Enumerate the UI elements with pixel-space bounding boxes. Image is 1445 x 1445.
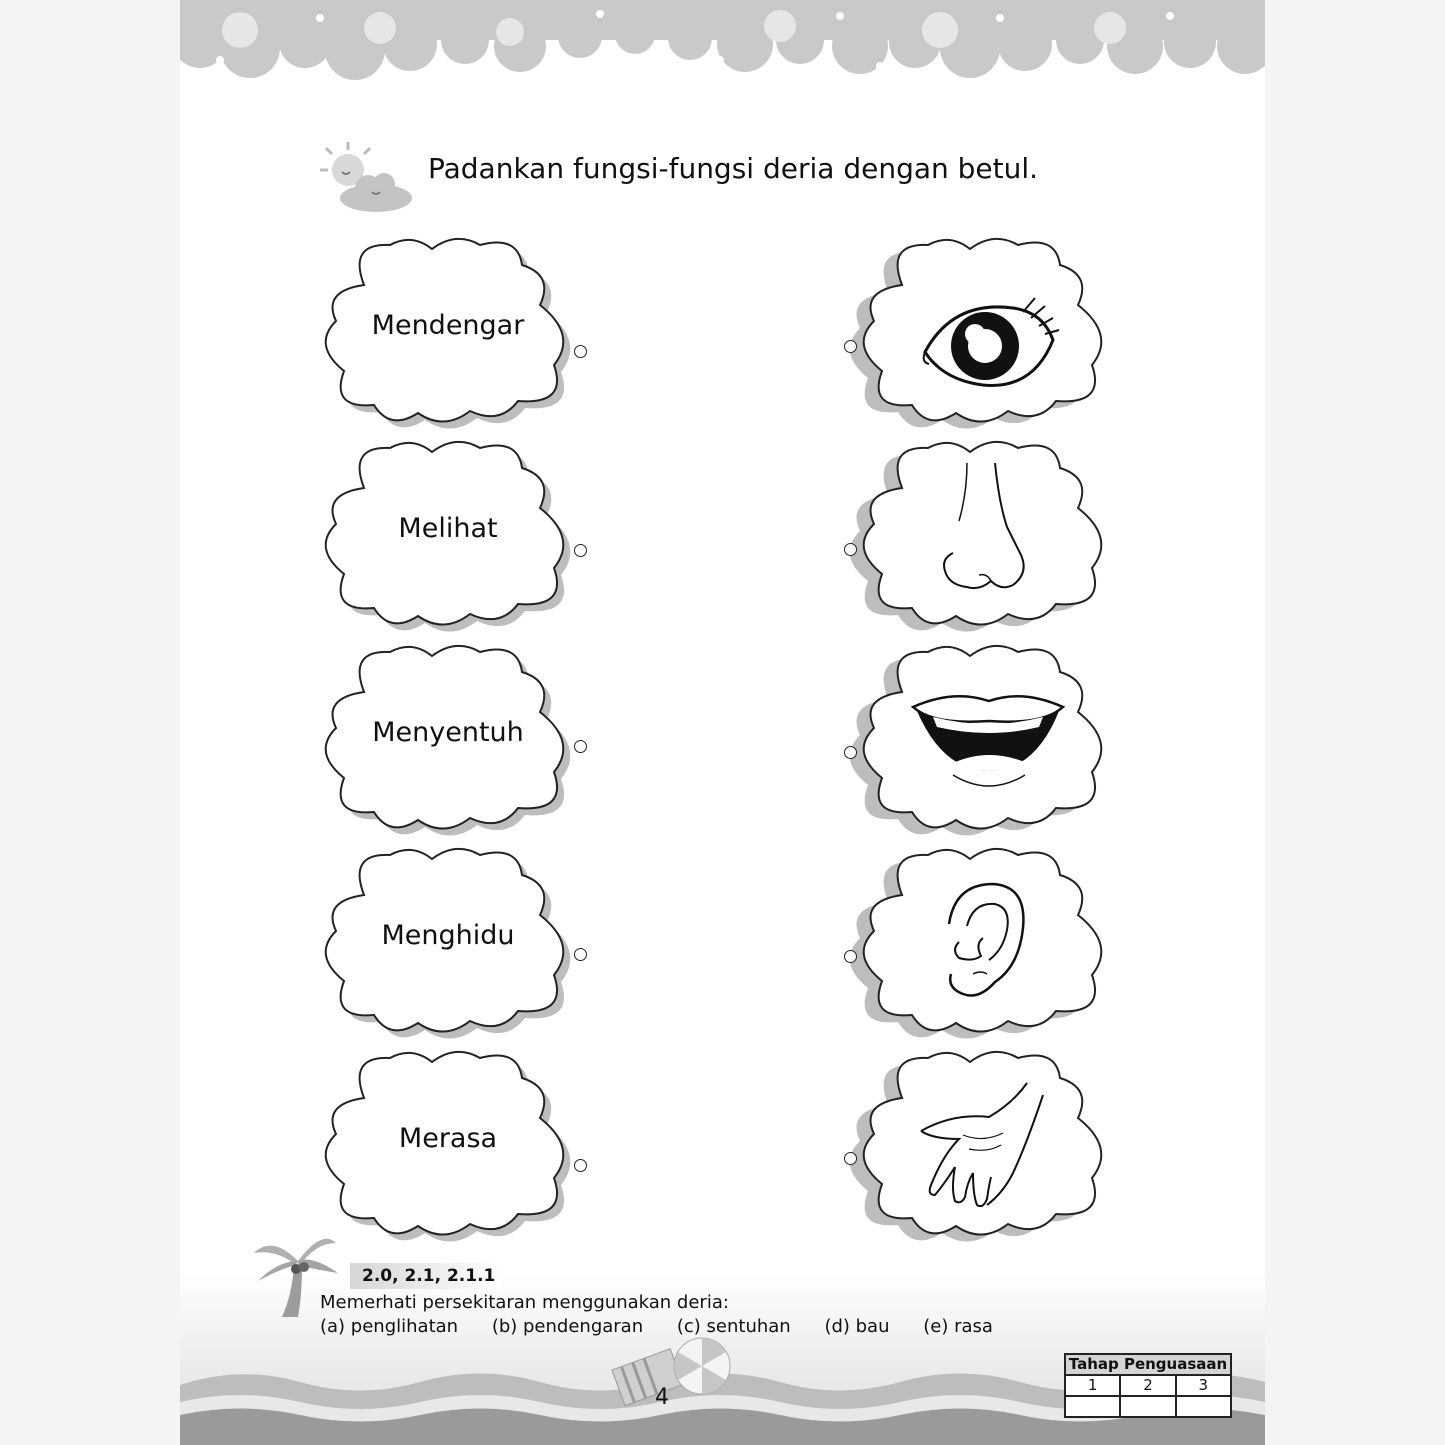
nose-icon bbox=[903, 463, 1073, 603]
sense-option: (e) rasa bbox=[923, 1316, 993, 1337]
sense-option: (b) pendengaran bbox=[491, 1316, 644, 1337]
mastery-level-row bbox=[1066, 1376, 1230, 1397]
sense-option: (c) sentuhan bbox=[676, 1316, 791, 1337]
organ-cloud-ear bbox=[848, 845, 1123, 1045]
sense-option: (a) penglihatan bbox=[320, 1316, 459, 1337]
function-label: Menghidu bbox=[381, 919, 515, 951]
match-dot-left[interactable] bbox=[574, 948, 587, 961]
ear-icon bbox=[903, 870, 1073, 1010]
organ-cloud-hand bbox=[848, 1048, 1123, 1248]
match-dot-left[interactable] bbox=[574, 345, 587, 358]
function-cloud-mendengar bbox=[318, 235, 593, 435]
match-dot-right[interactable] bbox=[844, 543, 857, 556]
mastery-level-table bbox=[1064, 1353, 1232, 1418]
mastery-check-2[interactable] bbox=[1121, 1397, 1176, 1416]
match-dot-left[interactable] bbox=[574, 544, 587, 557]
hand-icon bbox=[903, 1073, 1073, 1213]
match-dot-right[interactable] bbox=[844, 1152, 857, 1165]
flower-border-top bbox=[180, 0, 1265, 95]
sun-cloud-icon bbox=[318, 140, 418, 215]
match-dot-right[interactable] bbox=[844, 746, 857, 759]
match-dot-right[interactable] bbox=[844, 340, 857, 353]
sense-option: (d) bau bbox=[824, 1316, 890, 1337]
mastery-check-1[interactable] bbox=[1066, 1397, 1121, 1416]
mouth-icon bbox=[903, 667, 1073, 807]
function-cloud-menyentuh bbox=[318, 642, 593, 842]
worksheet-page bbox=[180, 0, 1265, 1445]
mastery-check-row bbox=[1066, 1397, 1230, 1416]
organ-cloud-nose bbox=[848, 438, 1123, 638]
mastery-level-1: 1 bbox=[1066, 1376, 1121, 1395]
function-label: Menyentuh bbox=[372, 716, 524, 748]
instruction-text: Padankan fungsi-fungsi deria dengan betul. bbox=[428, 152, 1039, 185]
mastery-level-2: 2 bbox=[1121, 1376, 1176, 1395]
match-dot-right[interactable] bbox=[844, 950, 857, 963]
eye-icon bbox=[903, 260, 1073, 400]
curriculum-codes: 2.0, 2.1, 2.1.1 bbox=[350, 1263, 502, 1289]
function-cloud-merasa bbox=[318, 1048, 593, 1248]
organ-cloud-eye bbox=[848, 235, 1123, 435]
page-number: 4 bbox=[655, 1385, 669, 1410]
match-dot-left[interactable] bbox=[574, 1159, 587, 1172]
function-label: Merasa bbox=[398, 1122, 498, 1154]
organ-cloud-mouth bbox=[848, 642, 1123, 842]
mastery-check-3[interactable] bbox=[1177, 1397, 1230, 1416]
function-label: Mendengar bbox=[371, 309, 525, 341]
function-cloud-menghidu bbox=[318, 845, 593, 1045]
learning-objective: Memerhati persekitaran menggunakan deria: bbox=[320, 1292, 729, 1313]
sense-options bbox=[320, 1316, 1021, 1337]
mastery-level-3: 3 bbox=[1198, 1376, 1209, 1394]
function-cloud-melihat bbox=[318, 438, 593, 638]
mastery-title: Tahap Penguasaan bbox=[1066, 1355, 1230, 1376]
match-dot-left[interactable] bbox=[574, 740, 587, 753]
function-label: Melihat bbox=[398, 512, 498, 544]
